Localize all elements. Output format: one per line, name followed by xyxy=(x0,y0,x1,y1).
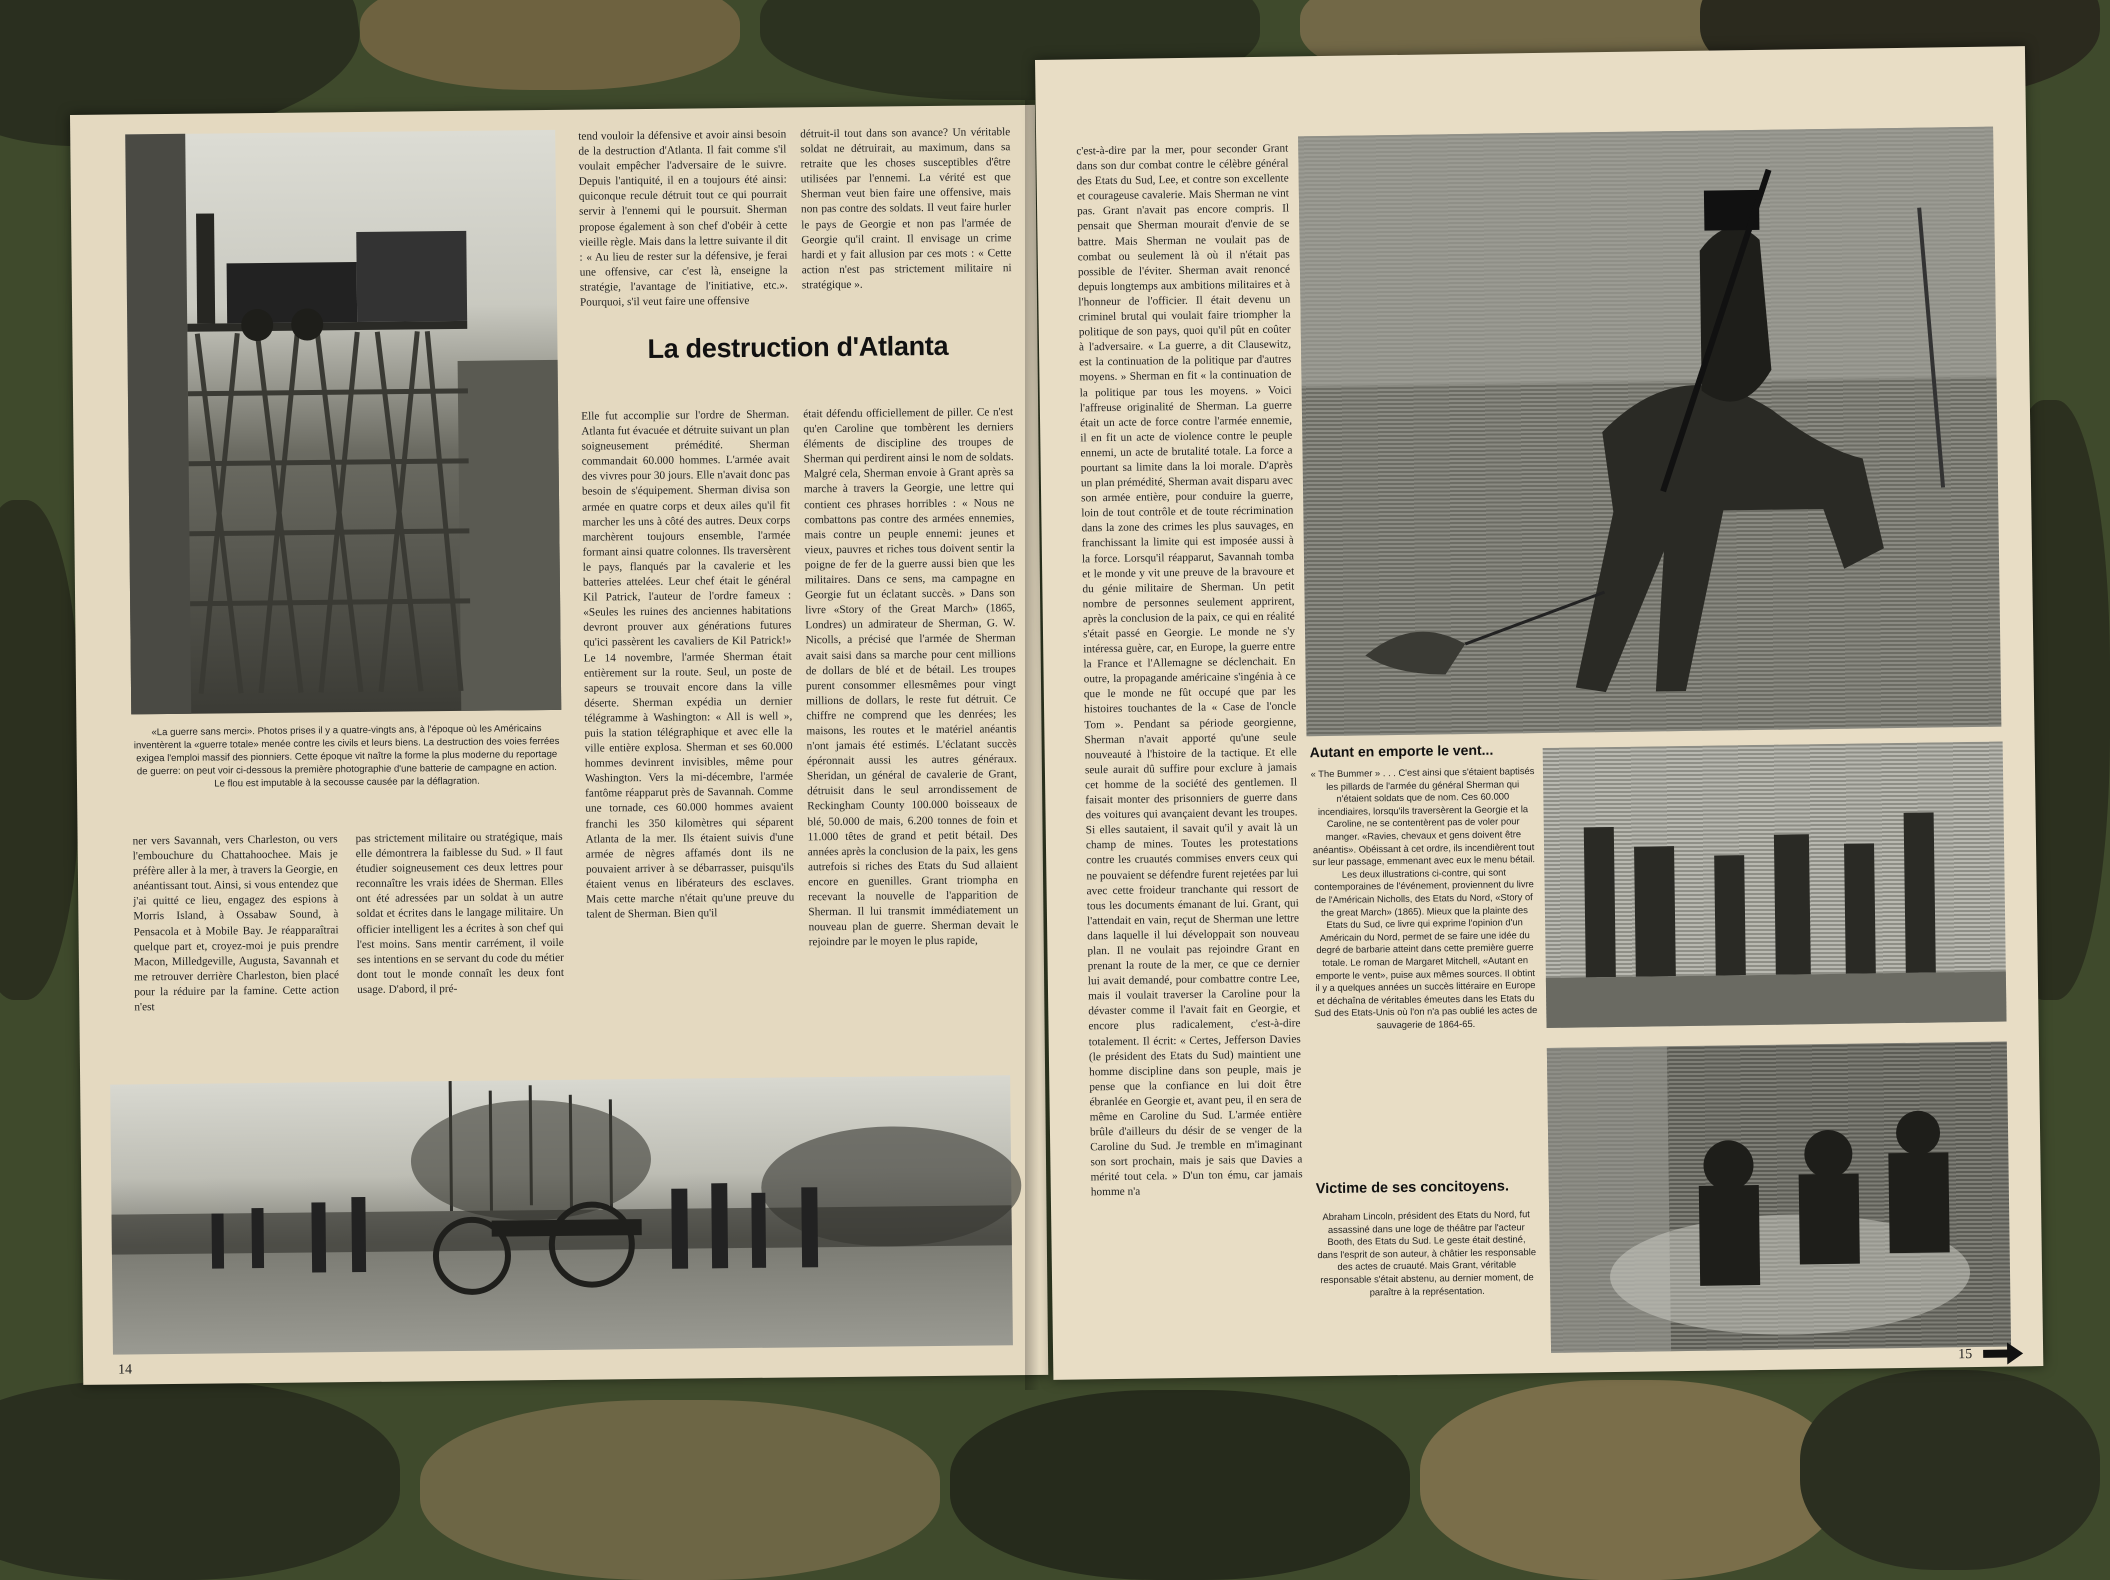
column-low-a: ner vers Savannah, vers Charleston, ou vers l'embouchure du Chattahoochee. Mais je préfère aller à la mer, à travers la Georgie, en anéantissant tout. Ainsi, si vous entendez que j'ai quitté ce lieu, engagez des espions à Morris Island, à Ossabaw Sound, à Pensacola et à Mobile Bay. Je réapparaîtrai quelque part et, croyez-moi je puis prendre Macon, Milledgeville, Augusta, Savannah et me retrouver derrière Charleston, bien placé pour la réduire par la famine. Cette action n'est xyxy=(132,833,340,1014)
column-mid-a: Elle fut accomplie sur l'ordre de Sherman. Atlanta fut évacuée et détruite suivant un plan soigneusement prémédité. Sherman commandait 60.000 hommes. L'armée avait des vivres pour 30 jours. Elle n'avait donc pas besoin de s'équipement. Sherman divisa son armée en quatre corps et deux ailes qu'il fit marcher les uns à côté des autres. Deux corps marchèrent toujours ensemble, l'armée formant ainsi quatre colonnes. Ils traversèrent le pays, flanqués par la cavalerie et les batteries attelées. Leur chef était le général Kil Patrick, l'auteur de l'ordre fameux : «Seules les ruines des anciennes habitations devront prouver aux générations futures qu'ici passèrent les cavaliers de Kil Patrick!» Le 14 novembre, l'armée Sherman était entièrement sur la route. Seul, un poste de sapeurs se trouvait encore dans la ville déserte. Sherman expédia un dernier télégramme à Washington: « All is well », puis la station télégraphique et avec elle la ville entière explosa. Sherman et ses 60.000 hommes devinrent invisibles, même pour Washington. Vers la mi-décembre, l'armée fantôme réapparut près de Savannah. Comme une tornade, ces 60.000 hommes avaient franchi les 350 kilomètres qui séparent Atlanta de la mer. Ils étaient suivis d'une armée de nègres affamés dont ils ne pouvaient arriver à se débarrasser, puisqu'ils étaient venus en libérateurs des esclaves. Mais cette marche n'était qu'une preuve du talent de Sherman. Bien qu'il xyxy=(581,408,795,921)
photo-field-battery xyxy=(110,1075,1013,1354)
column-top-b: détruit-il tout dans son avance? Un véritable soldat ne détruirait, au maximum, dans sa retraite que les choses susceptibles d'être utilisées par l'ennemi. La vérité est que Sherman veut bien faire une offensive, mais non pas contre des soldats. Il veut faire hurler le pays de Georgie et non pas l'armée de Georgie qu'il craint. Il envisage un crime hardi et y fait allusion par ces mots : « Cette action n'est pas strictement militaire ni stratégique ». xyxy=(800,126,1012,292)
arrow-right-icon xyxy=(1983,1342,2023,1370)
page-number-right: 15 xyxy=(1958,1347,1973,1363)
subhead-autant-en-emporte: Autant en emporte le vent... xyxy=(1309,741,1494,761)
column-right-a: c'est-à-dire par la mer, pour seconder Grant dans son dur combat contre le célèbre général des Etats du Sud, Lee, et contre son excellente et courageuse cavalerie. Mais Sherman ne vint pas. Grant n'avait pas encore compris. Il pensait que Sherman mourait d'envie de se battre. Mais Sherman ne voulait pas de combat ou seulement là où il n'était pas possible de l'éviter. Sherman avait renoncé depuis longtemps aux ambitions militaires et à l'honneur de l'officier. Il était devenu un criminel brutal qui voulait faire triompher la politique de son pays, quoi qu'il pût en coûter à l'adversaire. « La guerre, a dit Clausewitz, est la continuation de la politique par d'autres moyens. » Sherman en fit « la continuation de la politique par tous les moyens. » Voici l'affreuse originalité de Sherman. La guerre était un acte de force contre l'armée ennemie, il en fit un acte de violence contre le peuple ennemi, un acte de brutalité totale. La force a pourtant sa limite dans la loi morale. D'après un plan prémédité, Sherman avait disparu avec son armée entière, pour conduire la guerre, loin de tout contrôle et de toute récrimination dans la zone des crimes les plus sauvages, en franchissant la limite qui est imposée aussi à la force. Lorsqu'il réapparut, Savannah tomba et le monde y vit une preuve de la bravoure et du génie militaire de Sherman. Un petit nombre de personnes seulement apprirent, après la conclusion de la paix, ce qui en réalité s'était passé en Georgie. Le monde ne s'y intéressa guère, car, en Europe, la guerre entre la France et l'Allemagne se déclenchait. En outre, la propagande américaine s'ingénia à ce que le monde ne fût occupé que par les histoires touchantes de la « Case de l'oncle Tom ». Pendant sa période georgienne, Sherman n'avait apporté qu'une seule nouveauté à l'histoire de la tactique. Et elle seule aurait dû suffire pour exclure à jamais cet homme de la société des gentlemen. Il faisait monter des prisonniers de guerre dans des voitures qui avançaient devant les troupes. Si elles sautaient, il savait qu'il y avait là un champ de mines. Toutes les protestations contre les cruautés commises envers ceux qui ne pouvaient se défendre furent rejetées par lui avec cette froideur tranchante qui ressort de tous les documents émanant de lui. Grant, qui l'attendait en vain, reçut de Sherman une lettre dans laquelle il lui développait son nouveau plan. Il ne voulait pas rejoindre Grant en prenant la route de la mer, ce que ce dernier lui avait demandé, pour combattre contre Lee, mais il voulait traverser la Caroline pour la dévaster comme il l'avait fait en Georgie, et encore plus radicalement, c'est-à-dire totalement. Il écrit: « Certes, Jefferson Davies (le président des Etats du Sud) maintient une homme discipline dans son peuple, mais je pense que la confiance en lui doit être ébranlée en Georgie et, avant peu, il en sera de même en Caroline du Sud. L'armée entière brûle d'ailleurs du désir de se venger de la Caroline du Sud. Je tremble en m'imaginant son sort prochain, mais je sais que Davies a mérité tout cela. » D'un ton ému, car jamais homme n'a xyxy=(1076,142,1303,1199)
caption-lincoln: Abraham Lincoln, président des Etats du Nord, fut assassiné dans une loge de théâtre par l'acteur Booth, des Etats du Sud. Le geste était destiné, dans l'esprit de son auteur, à châtier les responsable des actes de cruauté. Mais Grant, véritable responsable s'était abstenu, au dernier moment, de paraître à la représentation. xyxy=(1317,1208,1537,1298)
column-low-b: pas strictement militaire ou stratégique, mais elle démontrera la faiblesse du Sud. » Il faut étudier soigneusement ces deux lettres pour reconnaître les vrais idées de Sherman. Elles ont été adressées par un soldat à un autre soldat et écrites dans le langage militaire. Un officier intelligent les a écrites à son chef qui l'est moins. Sans mentir carrément, il voile ses intentions en se servant du code du métier dont tout le monde connaît les deux font usage. D'abord, il pré- xyxy=(355,830,565,996)
column-top-a: tend vouloir la défensive et avoir ainsi besoin de la destruction d'Atlanta. Il fait comme s'il voulait empêcher l'adversaire de le suivre. Depuis l'antiquité, il en a toujours été ainsi: quiconque recule détruit tout ce qui pourrait servir à l'ennemi qui le poursuit. Sherman propose également à son chef d'obéir à cette vieille règle. Mais dans la lettre suivante il dit : « Au lieu de rester sur la défensive, je ferai une offensive, car c'est là, enseigne la stratégie, l'avantage de l'initiative, etc.». Pourquoi, s'il veut faire une offensive xyxy=(578,128,788,309)
left-page xyxy=(70,105,1048,1385)
subhead-victime: Victime de ses concitoyens. xyxy=(1315,1178,1510,1198)
caption-the-bummer: « The Bummer » . . . C'est ainsi que s'étaient baptisés les pillards de l'armée du général Sherman qui n'étaient soldats que de nom. Ces 60.000 incendiaires, lorsqu'ils traversèrent la Georgie et la Caroline, ne se contentèrent pas de voler pour manger. «Ravies, chevaux et gens doivent être anéantis». Obéissant à cet ordre, ils incendièrent tout sur leur passage, emmenant avec eux le menu bétail. Les deux illustrations ci-contre, qui sont contemporaines de l'événement, proviennent du livre de l'Américain Nicholls, des Etats du Nord, «Story of the great March» (1865). Mieux que la plainte des Etats du Sud, ce livre qui exprime l'opinion d'un Américain du Nord, permet de se faire une idée du degré de barbarie atteint dans cette première guerre totale. Le roman de Margaret Mitchell, «Autant en emporte le vent», puise aux mêmes sources. Il obtint il y a quelques années un succès littéraire en Europe et déchaîna de véritables émeutes dans les Etats du Sud des Etats-Unis où l'on n'a pas oublié les actes de sauvagerie de 1864-65. xyxy=(1310,765,1538,1031)
engraving-bummer-on-horse xyxy=(1298,127,2001,737)
magazine-spread xyxy=(70,60,2030,1390)
column-mid-b: était défendu officiellement de piller. Ce n'est qu'en Caroline que tombèrent les derniers éléments de discipline des troupes de Sherman qui perdirent ainsi le nom de soldats. Malgré cela, Sherman envoie à Grant après sa marche à travers la Georgie, une lettre qui contient ces phrases horribles : « Nous ne combattons pas contre des armées ennemies, mais contre un peuple ennemi: jeunes et vieux, pauvres et riches tous doivent sentir la poigne de fer de la guerre aussi bien que les militaires. Dans ce sens, ma campagne en Georgie fut un éclatant succès. » Dans son livre «Story of the Great March» (1865, Londres) un admirateur de Sherman, G. W. Nicolls, a précisé que l'armée de Sherman avait saisi dans sa marche pour cent millions de dollars de blé et de bétail. Les troupes purent consommer ellesmêmes pour vingt millions de dollars, le reste fut détruit. Ce chiffre ne comprend que les denrées; les maisons, les routes et le matériel anéantis n'ont jamais été estimés. L'éclatant succès épéronnait aussi les autres généraux. Sheridan, un général de cavalerie de Grant, détruisit dans le seul arrondissement de Reckingham County 100.000 boisseaux de blé, 50.000 de mais, 6.200 tonnes de foin et 11.000 têtes de grand et petit bétail. Des années après la conclusion de la paix, les gens autrefois si riches des Etats du Sud allaient encore en guenilles. Grant triompha en recevant la nouvelle de l'apparition de Sherman. Il lui transmit immédiatement un nouveau plan de guerre. Sherman devait le rejoindre par le moyen le plus rapide, xyxy=(803,406,1019,949)
right-page xyxy=(1035,46,2043,1380)
photo-railway-trestle xyxy=(125,130,561,714)
photo-caption-left: «La guerre sans merci». Photos prises il y a quatre-vingts ans, à l'époque où les Américains inventèrent la «guerre totale» menée contre les civils et leurs biens. La destruction des voies ferrées exigea l'emploi massif des pionniers. Cette époque vit naître la forme la plus moderne du reportage de guerre: on peut voir ci-dessous la première photographie d'une batterie de campagne en action. Le flou est imputable à la secousse causée par la déflagration. xyxy=(133,723,560,790)
engraving-pillagers xyxy=(1543,742,2007,1028)
engraving-lincoln-assassination xyxy=(1547,1042,2011,1353)
headline-destruction-atlanta: La destruction d'Atlanta xyxy=(647,330,949,364)
page-number-left: 14 xyxy=(118,1362,133,1378)
